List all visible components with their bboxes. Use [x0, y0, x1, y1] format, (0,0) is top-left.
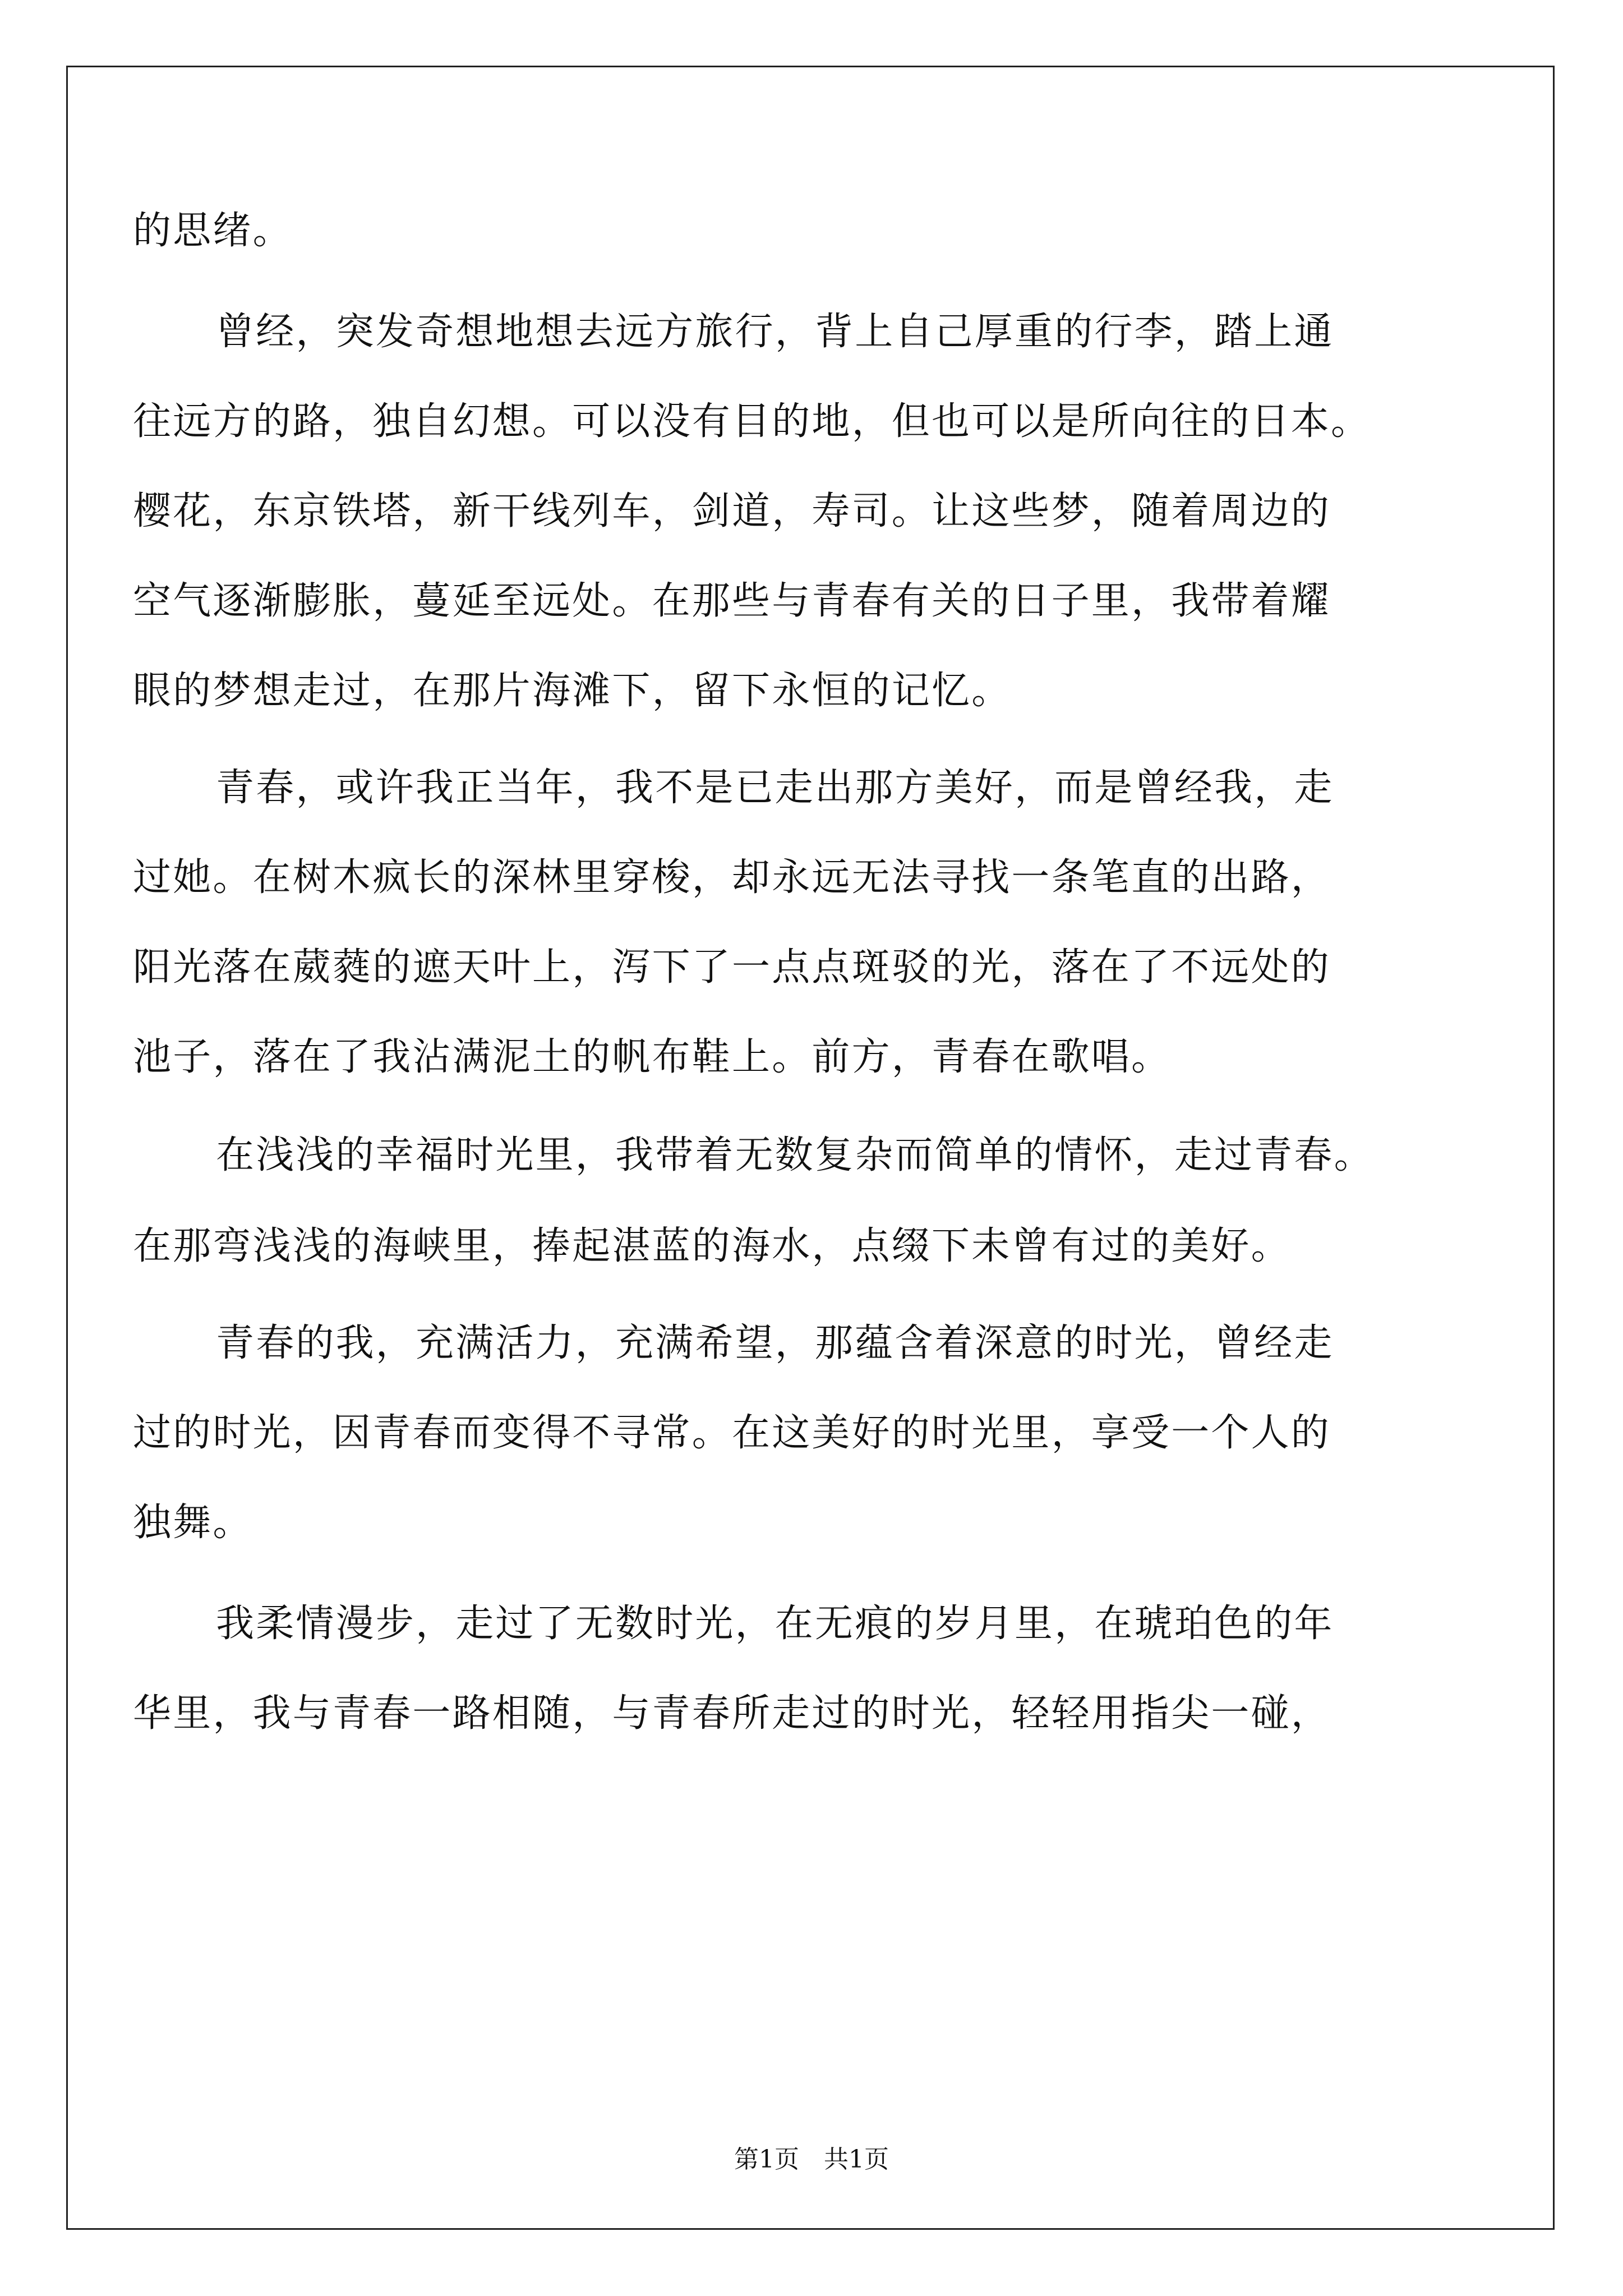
text-line: 我柔情漫步，走过了无数时光，在无痕的岁月里，在琥珀色的年	[216, 1602, 1334, 1646]
text-line: 青春，或许我正当年，我不是已走出那方美好，而是曾经我，走	[216, 766, 1334, 810]
text-line: 过她。在树木疯长的深林里穿梭，却永远无法寻找一条笔直的出路，	[133, 855, 1331, 900]
text-line: 过的时光，因青春而变得不寻常。在这美好的时光里，享受一个人的	[133, 1411, 1331, 1455]
text-line: 眼的梦想走过，在那片海滩下，留下永恒的记忆。	[133, 669, 1012, 713]
text-line: 空气逐渐膨胀，蔓延至远处。在那些与青春有关的日子里，我带着耀	[133, 579, 1331, 623]
text-line: 池子，落在了我沾满泥土的帆布鞋上。前方，青春在歌唱。	[133, 1035, 1172, 1079]
text-line: 青春的我，充满活力，充满希望，那蕴含着深意的时光，曾经走	[216, 1321, 1334, 1365]
text-line: 在浅浅的幸福时光里，我带着无数复杂而简单的情怀，走过青春。	[216, 1133, 1374, 1177]
page-number-footer: 第1页 共1页	[734, 2145, 889, 2174]
document-body	[133, 0, 1557, 2296]
text-line: 往远方的路，独自幻想。可以没有目的地，但也可以是所向往的日本。	[133, 399, 1371, 444]
text-line: 樱花，东京铁塔，新干线列车，剑道，寿司。让这些梦，随着周边的	[133, 489, 1331, 533]
text-line: 的思绪。	[133, 209, 293, 253]
text-line: 华里，我与青春一路相随，与青春所走过的时光，轻轻用指尖一碰，	[133, 1691, 1331, 1736]
text-line: 独舞。	[133, 1501, 253, 1545]
text-line: 曾经，突发奇想地想去远方旅行，背上自己厚重的行李，踏上通	[216, 310, 1334, 354]
text-line: 在那弯浅浅的海峡里，捧起湛蓝的海水，点缀下未曾有过的美好。	[133, 1224, 1291, 1268]
text-line: 阳光落在葳蕤的遮天叶上，泻下了一点点斑驳的光，落在了不远处的	[133, 945, 1331, 990]
